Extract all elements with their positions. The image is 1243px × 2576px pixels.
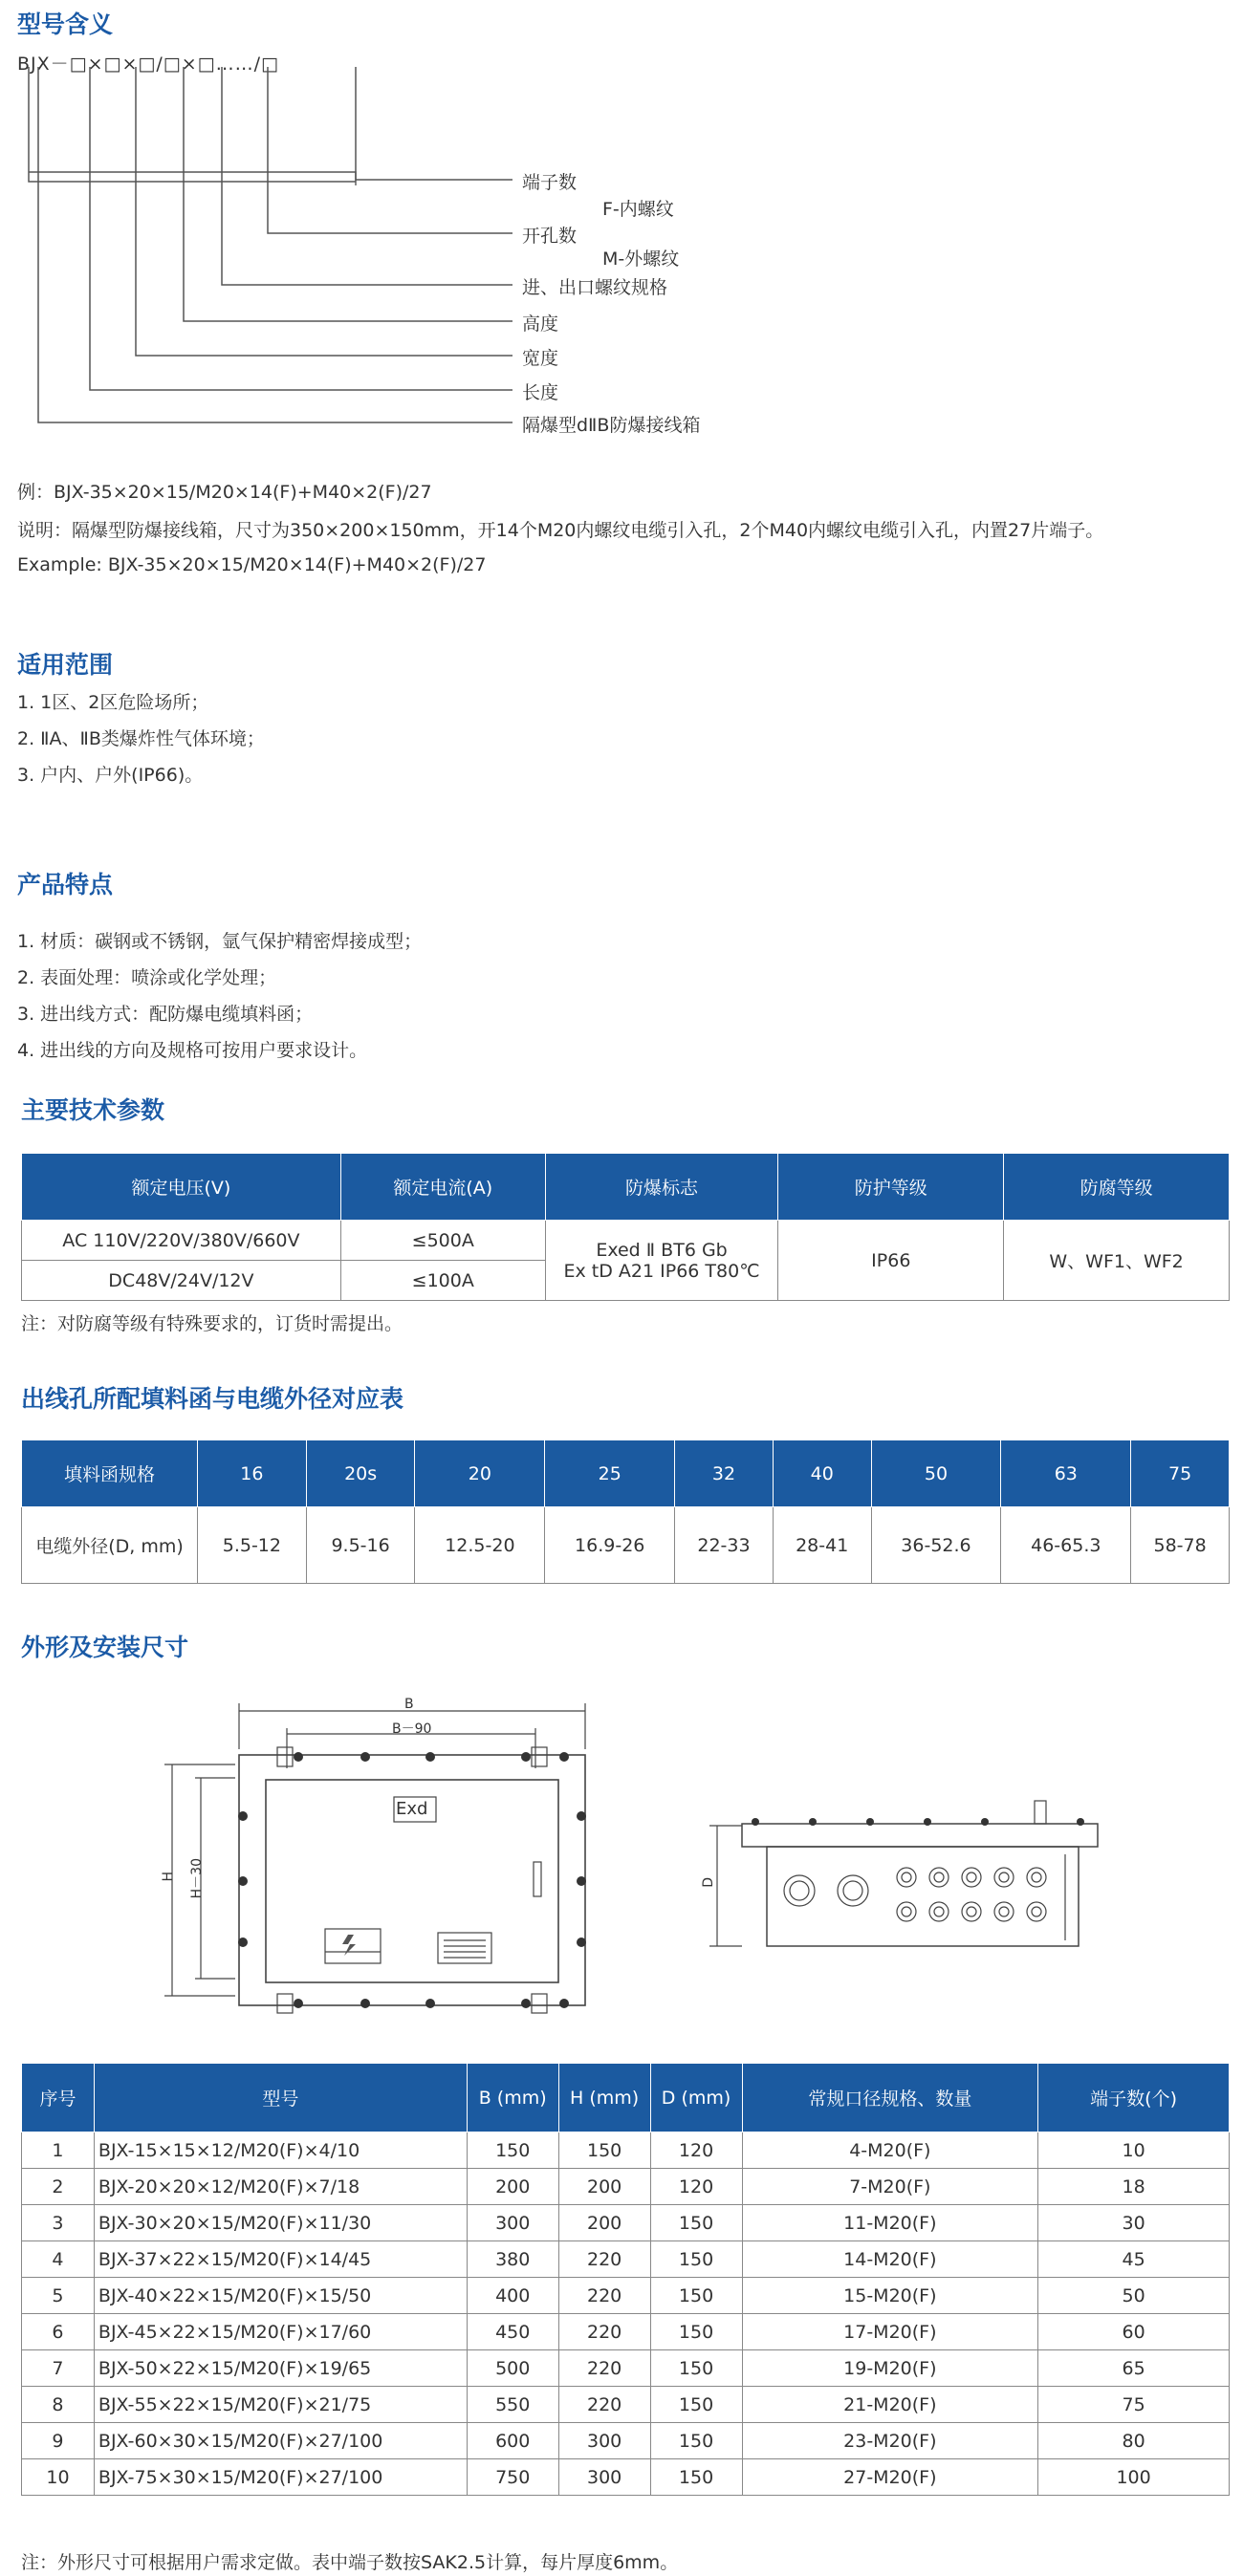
row-b: 400 bbox=[467, 2278, 558, 2314]
gland-cable-dia: 28-41 bbox=[773, 1507, 871, 1584]
gland-heading: 出线孔所配填料函与电缆外径对应表 bbox=[21, 1385, 404, 1413]
params-header-ip: 防护等级 bbox=[778, 1154, 1004, 1221]
params-ip: IP66 bbox=[778, 1221, 1004, 1301]
row-h: 200 bbox=[558, 2169, 650, 2205]
table-row bbox=[22, 2350, 1230, 2387]
dims-header-model: 型号 bbox=[94, 2064, 467, 2132]
row-h: 220 bbox=[558, 2314, 650, 2350]
label-height: 高度 bbox=[522, 314, 559, 335]
row-terminals: 100 bbox=[1038, 2459, 1230, 2496]
model-heading: 型号含义 bbox=[17, 11, 114, 38]
row-glands: 17-M20(F) bbox=[742, 2314, 1038, 2350]
row-d: 150 bbox=[650, 2278, 742, 2314]
params-exmark-line: Ex tD A21 IP66 T80℃ bbox=[563, 1260, 760, 1282]
table-row bbox=[22, 2314, 1230, 2350]
row-index: 1 bbox=[22, 2132, 95, 2169]
row-index: 9 bbox=[22, 2423, 95, 2459]
row-model: BJX-20×20×12/M20(F)×7/18 bbox=[94, 2169, 467, 2205]
row-index: 6 bbox=[22, 2314, 95, 2350]
params-header-exmark: 防爆标志 bbox=[545, 1154, 778, 1221]
row-h: 300 bbox=[558, 2423, 650, 2459]
row-d: 150 bbox=[650, 2459, 742, 2496]
row-d: 120 bbox=[650, 2132, 742, 2169]
row-model: BJX-37×22×15/M20(F)×14/45 bbox=[94, 2241, 467, 2278]
row-index: 3 bbox=[22, 2205, 95, 2241]
table-row bbox=[22, 2387, 1230, 2423]
exd-mark: Exd bbox=[396, 1799, 428, 1819]
gland-row1-label: 填料函规格 bbox=[22, 1440, 198, 1507]
row-index: 7 bbox=[22, 2350, 95, 2387]
row-glands: 4-M20(F) bbox=[742, 2132, 1038, 2169]
row-terminals: 80 bbox=[1038, 2423, 1230, 2459]
dims-header-glands: 常规口径规格、数量 bbox=[742, 2064, 1038, 2132]
row-b: 200 bbox=[467, 2169, 558, 2205]
gland-cable-dia: 58-78 bbox=[1131, 1507, 1230, 1584]
row-glands: 7-M20(F) bbox=[742, 2169, 1038, 2205]
scope-item: 2. ⅡA、ⅡB类爆炸性气体环境； bbox=[17, 728, 265, 749]
row-model: BJX-30×20×15/M20(F)×11/30 bbox=[94, 2205, 467, 2241]
gland-size: 50 bbox=[871, 1440, 1001, 1507]
label-male-thread: M-外螺纹 bbox=[602, 249, 680, 270]
row-terminals: 18 bbox=[1038, 2169, 1230, 2205]
gland-table bbox=[21, 1440, 1230, 1584]
dims-note: 注：外形尺寸可根据用户需求定做。表中端子数按SAK2.5计算，每片厚度6mm。 bbox=[21, 2552, 679, 2573]
row-model: BJX-60×30×15/M20(F)×27/100 bbox=[94, 2423, 467, 2459]
row-model: BJX-55×22×15/M20(F)×21/75 bbox=[94, 2387, 467, 2423]
feature-item: 3. 进出线方式：配防爆电缆填料函； bbox=[17, 1004, 314, 1025]
gland-size: 20s bbox=[306, 1440, 415, 1507]
params-exmark-line: Exed Ⅱ BT6 Gb bbox=[596, 1239, 728, 1261]
table-row bbox=[22, 2169, 1230, 2205]
row-glands: 14-M20(F) bbox=[742, 2241, 1038, 2278]
row-index: 5 bbox=[22, 2278, 95, 2314]
table-row bbox=[22, 2459, 1230, 2496]
row-b: 550 bbox=[467, 2387, 558, 2423]
row-b: 450 bbox=[467, 2314, 558, 2350]
row-h: 300 bbox=[558, 2459, 650, 2496]
row-terminals: 45 bbox=[1038, 2241, 1230, 2278]
feature-item: 1. 材质：碳钢或不锈钢，氩气保护精密焊接成型； bbox=[17, 931, 423, 952]
example-line-1: 例：BJX-35×20×15/M20×14(F)+M40×2(F)/27 bbox=[17, 482, 432, 503]
row-terminals: 75 bbox=[1038, 2387, 1230, 2423]
row-d: 150 bbox=[650, 2350, 742, 2387]
row-b: 300 bbox=[467, 2205, 558, 2241]
gland-size: 63 bbox=[1001, 1440, 1131, 1507]
feature-item: 2. 表面处理：喷涂或化学处理； bbox=[17, 967, 277, 988]
params-voltage: AC 110V/220V/380V/660V bbox=[22, 1221, 341, 1261]
params-header-current: 额定电流(A) bbox=[340, 1154, 545, 1221]
dim-label-h: H bbox=[161, 1872, 176, 1882]
side-view-drawing bbox=[698, 1787, 1119, 1969]
table-row bbox=[22, 2423, 1230, 2459]
dims-header-d: D (mm) bbox=[650, 2064, 742, 2132]
row-d: 150 bbox=[650, 2314, 742, 2350]
params-heading: 主要技术参数 bbox=[21, 1096, 165, 1124]
gland-cable-dia: 16.9-26 bbox=[545, 1507, 675, 1584]
params-note: 注：对防腐等级有特殊要求的，订货时需提出。 bbox=[21, 1313, 403, 1334]
gland-cable-dia: 36-52.6 bbox=[871, 1507, 1001, 1584]
row-glands: 23-M20(F) bbox=[742, 2423, 1038, 2459]
row-h: 220 bbox=[558, 2350, 650, 2387]
feature-item: 4. 进出线的方向及规格可按用户要求设计。 bbox=[17, 1040, 368, 1061]
model-diagram-main bbox=[0, 0, 574, 440]
row-glands: 21-M20(F) bbox=[742, 2387, 1038, 2423]
label-width: 宽度 bbox=[522, 348, 559, 369]
gland-size: 25 bbox=[545, 1440, 675, 1507]
params-header-anticorrosion: 防腐等级 bbox=[1004, 1154, 1230, 1221]
row-b: 150 bbox=[467, 2132, 558, 2169]
row-glands: 19-M20(F) bbox=[742, 2350, 1038, 2387]
row-h: 200 bbox=[558, 2205, 650, 2241]
gland-row2-label: 电缆外径(D, mm) bbox=[22, 1507, 198, 1584]
row-model: BJX-75×30×15/M20(F)×27/100 bbox=[94, 2459, 467, 2496]
row-d: 150 bbox=[650, 2387, 742, 2423]
row-index: 10 bbox=[22, 2459, 95, 2496]
row-d: 150 bbox=[650, 2205, 742, 2241]
scope-heading: 适用范围 bbox=[17, 651, 114, 679]
gland-cable-dia: 9.5-16 bbox=[306, 1507, 415, 1584]
table-row bbox=[22, 2132, 1230, 2169]
row-index: 8 bbox=[22, 2387, 95, 2423]
row-terminals: 50 bbox=[1038, 2278, 1230, 2314]
dims-header-b: B (mm) bbox=[467, 2064, 558, 2132]
dims-header-terminals: 端子数(个) bbox=[1038, 2064, 1230, 2132]
params-header-voltage: 额定电压(V) bbox=[22, 1154, 341, 1221]
row-d: 150 bbox=[650, 2241, 742, 2278]
params-current: ≤500A bbox=[340, 1221, 545, 1261]
row-terminals: 65 bbox=[1038, 2350, 1230, 2387]
gland-size: 40 bbox=[773, 1440, 871, 1507]
row-b: 750 bbox=[467, 2459, 558, 2496]
params-anticorrosion: W、WF1、WF2 bbox=[1004, 1221, 1230, 1301]
row-terminals: 60 bbox=[1038, 2314, 1230, 2350]
gland-size: 16 bbox=[198, 1440, 307, 1507]
params-voltage: DC48V/24V/12V bbox=[22, 1261, 341, 1301]
label-box-type: 隔爆型dⅡB防爆接线箱 bbox=[522, 415, 701, 436]
front-view-drawing bbox=[143, 1692, 602, 2046]
row-model: BJX-15×15×12/M20(F)×4/10 bbox=[94, 2132, 467, 2169]
row-model: BJX-50×22×15/M20(F)×19/65 bbox=[94, 2350, 467, 2387]
features-heading: 产品特点 bbox=[17, 871, 114, 898]
scope-item: 3. 户内、户外(IP66)。 bbox=[17, 765, 204, 786]
row-glands: 27-M20(F) bbox=[742, 2459, 1038, 2496]
gland-size: 20 bbox=[415, 1440, 545, 1507]
row-terminals: 10 bbox=[1038, 2132, 1230, 2169]
label-terminals: 端子数 bbox=[522, 172, 578, 193]
gland-cable-dia: 12.5-20 bbox=[415, 1507, 545, 1584]
row-glands: 15-M20(F) bbox=[742, 2278, 1038, 2314]
dims-table bbox=[21, 2063, 1230, 2496]
row-d: 150 bbox=[650, 2423, 742, 2459]
scope-item: 1. 1区、2区危险场所； bbox=[17, 692, 209, 713]
label-thread-spec: 进、出口螺纹规格 bbox=[522, 277, 668, 298]
example-line-2: 说明：隔爆型防爆接线箱，尺寸为350×200×150mm，开14个M20内螺纹电缆引入孔，2个M40内螺纹电缆引入孔，内置27片端子。 bbox=[17, 520, 1104, 541]
params-current: ≤100A bbox=[340, 1261, 545, 1301]
label-length: 长度 bbox=[522, 382, 559, 403]
label-female-thread: F-内螺纹 bbox=[602, 199, 674, 220]
row-index: 4 bbox=[22, 2241, 95, 2278]
row-h: 220 bbox=[558, 2278, 650, 2314]
row-d: 120 bbox=[650, 2169, 742, 2205]
row-h: 220 bbox=[558, 2387, 650, 2423]
dims-heading: 外形及安装尺寸 bbox=[21, 1634, 189, 1661]
row-b: 500 bbox=[467, 2350, 558, 2387]
dim-label-d: D bbox=[701, 1877, 716, 1888]
dims-table-body bbox=[22, 2132, 1230, 2496]
row-b: 600 bbox=[467, 2423, 558, 2459]
row-terminals: 30 bbox=[1038, 2205, 1230, 2241]
row-b: 380 bbox=[467, 2241, 558, 2278]
gland-cable-dia: 22-33 bbox=[675, 1507, 774, 1584]
dims-header-index: 序号 bbox=[22, 2064, 95, 2132]
gland-size: 32 bbox=[675, 1440, 774, 1507]
row-index: 2 bbox=[22, 2169, 95, 2205]
row-model: BJX-40×22×15/M20(F)×15/50 bbox=[94, 2278, 467, 2314]
label-holes: 开孔数 bbox=[522, 226, 578, 247]
row-glands: 11-M20(F) bbox=[742, 2205, 1038, 2241]
gland-size: 75 bbox=[1131, 1440, 1230, 1507]
dim-label-b: B bbox=[404, 1697, 414, 1712]
model-formula: BJX－□×□×□/□×□……/□ bbox=[17, 54, 279, 75]
row-h: 150 bbox=[558, 2132, 650, 2169]
dim-label-b90: B－90 bbox=[392, 1721, 432, 1737]
dims-header-h: H (mm) bbox=[558, 2064, 650, 2132]
example-line-3: Example: BJX-35×20×15/M20×14(F)+M40×2(F)/27 bbox=[17, 554, 487, 575]
row-h: 220 bbox=[558, 2241, 650, 2278]
table-row bbox=[22, 2241, 1230, 2278]
gland-cable-dia: 46-65.3 bbox=[1001, 1507, 1131, 1584]
params-exmark bbox=[545, 1221, 778, 1301]
table-row bbox=[22, 2205, 1230, 2241]
row-model: BJX-45×22×15/M20(F)×17/60 bbox=[94, 2314, 467, 2350]
table-row bbox=[22, 2278, 1230, 2314]
dim-label-h30: H－30 bbox=[189, 1858, 205, 1899]
params-table bbox=[21, 1153, 1230, 1301]
gland-cable-dia: 5.5-12 bbox=[198, 1507, 307, 1584]
